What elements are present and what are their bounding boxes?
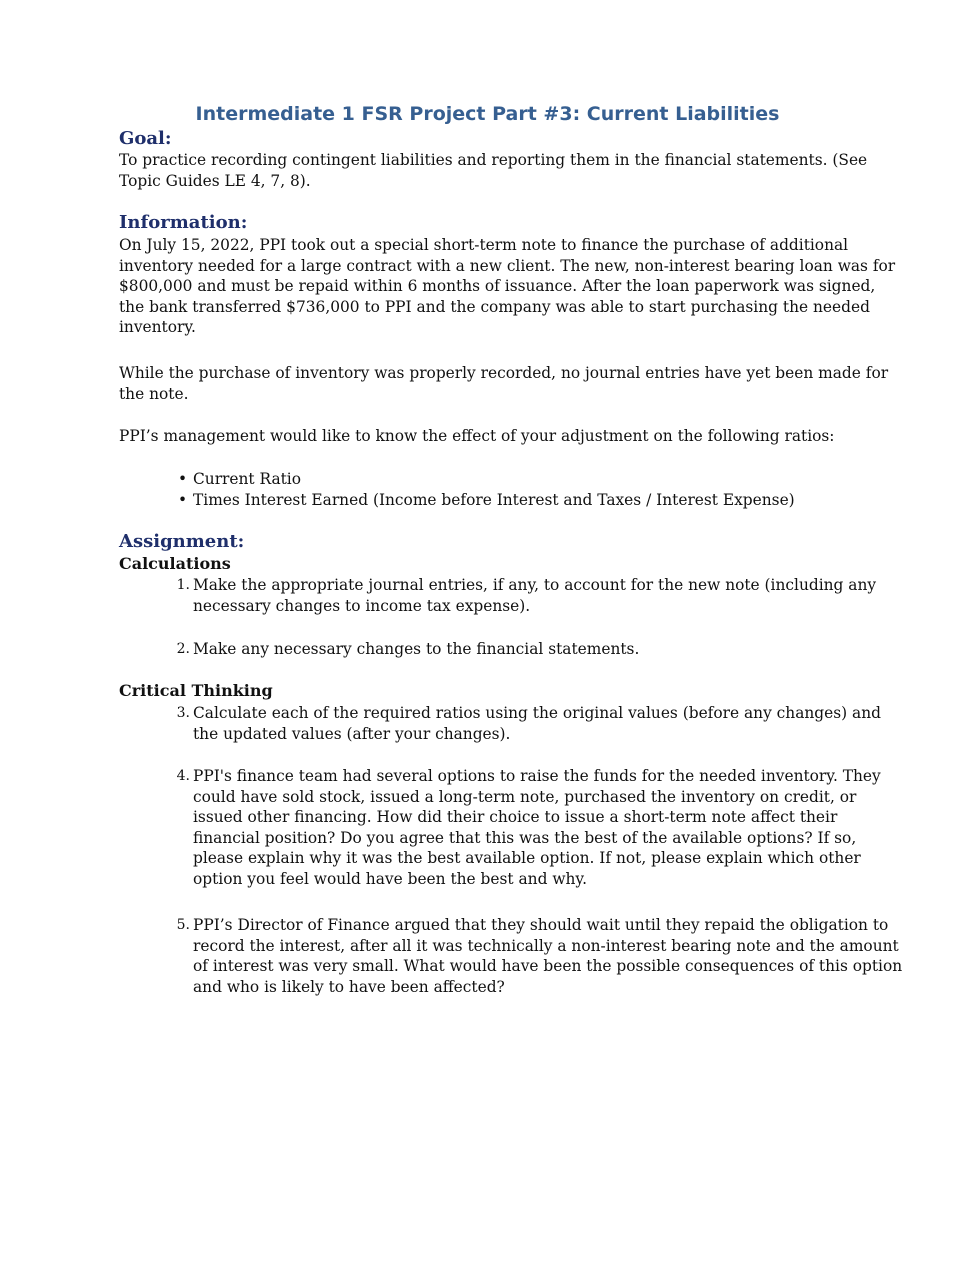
item-number: 5. — [176, 917, 190, 933]
item-number: 4. — [176, 768, 190, 784]
paragraph-line: inventory needed for a large contract with a new client. The new, non-interest bearing loan was for — [119, 256, 896, 275]
document-title: Intermediate 1 FSR Project Part #3: Current Liabilities — [195, 103, 780, 125]
information-paragraph-1 — [119, 235, 896, 338]
item-number: 2. — [176, 641, 190, 657]
item-text — [193, 703, 881, 744]
paragraph-line: the bank transferred $736,000 to PPI and the company was able to start purchasing the needed — [119, 297, 870, 316]
item-line: Make any necessary changes to the financial statements. — [193, 640, 640, 658]
paragraph-line: the note. — [119, 384, 189, 403]
item-text — [193, 639, 639, 660]
calculations-heading: Calculations — [119, 554, 231, 573]
item-line: please explain why it was the best available option. If not, please explain which other — [193, 849, 861, 868]
paragraph-line: On July 15, 2022, PPI took out a special short-term note to finance the purchase of additional — [119, 236, 849, 254]
bullet-item — [178, 469, 795, 490]
item-text — [193, 915, 902, 997]
paragraph-line: PPI’s management would like to know the effect of your adjustment on the following ratios: — [119, 427, 835, 445]
item-line: the updated values (after your changes). — [193, 724, 511, 743]
item-text — [193, 575, 876, 616]
item-line: of interest was very small. What would have been the possible consequences of this option — [193, 957, 903, 976]
goal-line: Topic Guides LE 4, 7, 8). — [119, 171, 311, 190]
item-line: and who is likely to have been affected? — [193, 977, 505, 996]
item-number: 3. — [176, 705, 190, 721]
item-line: option you feel would have been the best and why. — [193, 869, 587, 888]
item-line: issued other financing. How did their choice to issue a short-term note affect their — [193, 808, 838, 827]
bullet-dot-icon: • — [178, 470, 188, 488]
assignment-heading: Assignment: — [119, 531, 245, 552]
critical-thinking-heading: Critical Thinking — [119, 681, 273, 700]
item-line: financial position? Do you agree that this was the best of the available options? If so, — [193, 828, 857, 847]
goal-text — [119, 150, 868, 191]
bullet-dot-icon: • — [178, 491, 188, 509]
item-line: Make the appropriate journal entries, if any, to account for the new note (including any — [193, 576, 877, 594]
item-number: 1. — [176, 577, 190, 593]
item-line: PPI’s Director of Finance argued that they should wait until they repaid the obligation to — [193, 916, 889, 934]
item-line: could have sold stock, issued a long-term note, purchased the inventory on credit, or — [193, 787, 857, 806]
goal-heading: Goal: — [119, 128, 172, 149]
paragraph-line: $800,000 and must be repaid within 6 months of issuance. After the loan paperwork was signed, — [119, 277, 876, 296]
item-line: Calculate each of the required ratios using the original values (before any changes) and — [193, 704, 881, 722]
item-text — [193, 766, 881, 890]
paragraph-line: While the purchase of inventory was properly recorded, no journal entries have yet been made for — [119, 364, 889, 382]
item-line: PPI's finance team had several options to raise the funds for the needed inventory. They — [193, 767, 881, 785]
bullet-text: Current Ratio — [193, 470, 301, 488]
information-paragraph-2 — [119, 363, 889, 404]
bullet-item — [178, 490, 795, 511]
paragraph-line: inventory. — [119, 318, 196, 337]
information-heading: Information: — [119, 212, 248, 233]
item-line: record the interest, after all it was technically a non-interest bearing note and the amount — [193, 936, 899, 955]
item-line: necessary changes to income tax expense). — [193, 596, 531, 615]
bullet-text: Times Interest Earned (Income before Interest and Taxes / Interest Expense) — [193, 491, 795, 509]
goal-line: To practice recording contingent liabilities and reporting them in the financial statements. (See — [119, 151, 868, 169]
ratio-bullet-list — [178, 469, 795, 511]
information-paragraph-3 — [119, 426, 859, 447]
